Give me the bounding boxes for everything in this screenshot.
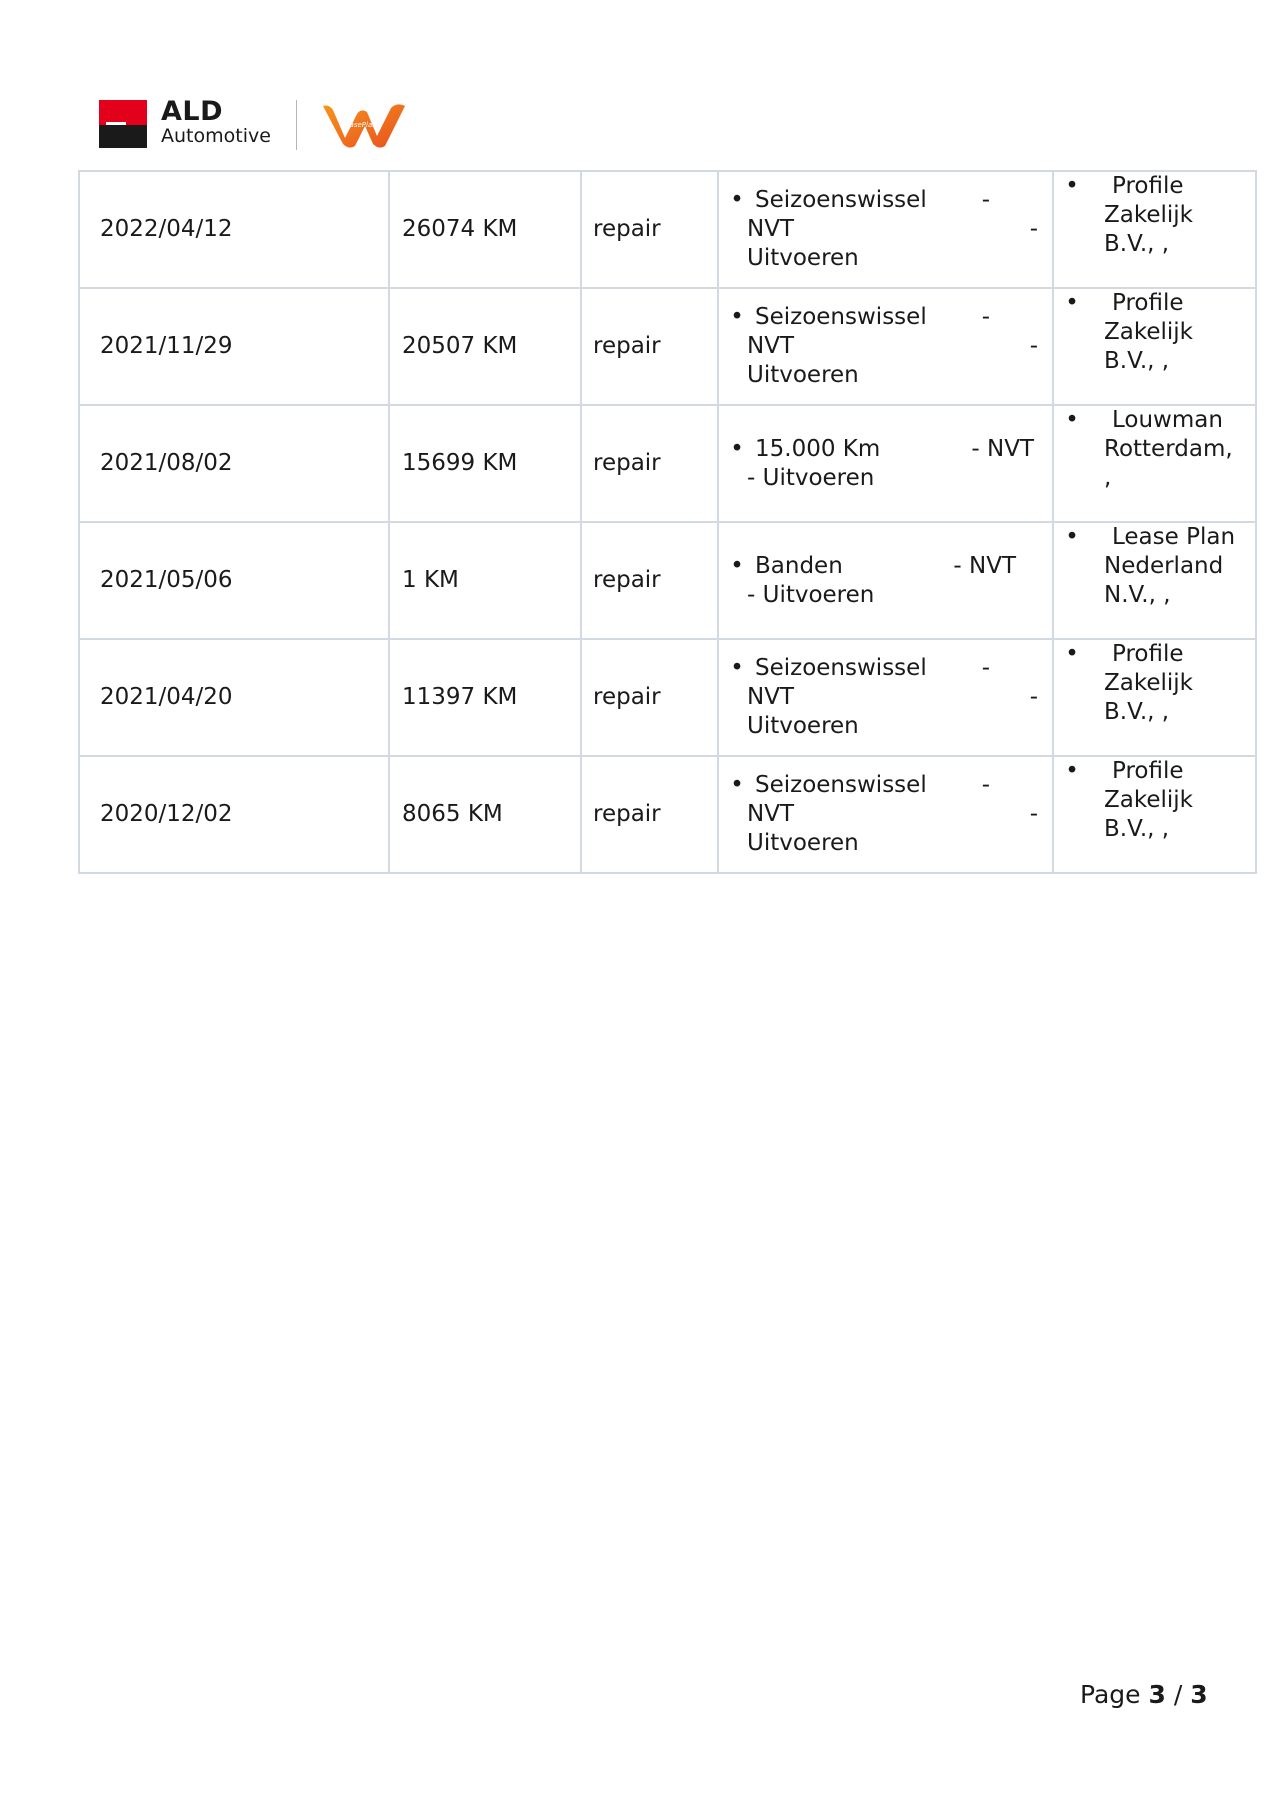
supplier-item bbox=[1054, 523, 1255, 610]
description-name: Seizoenswissel bbox=[755, 187, 927, 213]
supplier-item bbox=[1054, 172, 1255, 259]
type-cell: repair bbox=[581, 639, 718, 756]
description-status: NVT bbox=[747, 684, 794, 710]
table-row bbox=[79, 756, 1256, 873]
date-cell: 2021/08/02 bbox=[79, 405, 389, 522]
description-status: NVT bbox=[747, 801, 794, 827]
supplier-line: B.V., , bbox=[1104, 816, 1170, 842]
description-text bbox=[747, 186, 1038, 273]
svg-text:LeasePlan: LeasePlan bbox=[341, 121, 377, 129]
supplier-name: Lease Plan bbox=[1112, 524, 1236, 550]
description-name: Seizoenswissel bbox=[755, 655, 927, 681]
bullet: • bbox=[1065, 173, 1079, 199]
description-line bbox=[755, 771, 1038, 800]
mileage-cell: 8065 KM bbox=[389, 756, 581, 873]
table-row bbox=[79, 288, 1256, 405]
supplier-text bbox=[1104, 406, 1249, 493]
date-cell: 2022/04/12 bbox=[79, 171, 389, 288]
ald-logo-line2: Automotive bbox=[161, 125, 271, 147]
ald-logo-text bbox=[161, 98, 271, 146]
description-item bbox=[719, 303, 1052, 390]
description-action: Uitvoeren bbox=[747, 830, 859, 856]
page-label: Page bbox=[1080, 1680, 1141, 1709]
supplier-line: B.V., , bbox=[1104, 348, 1170, 374]
mileage-cell: 1 KM bbox=[389, 522, 581, 639]
bullet: • bbox=[730, 655, 744, 681]
supplier-item bbox=[1054, 406, 1255, 493]
bullet: • bbox=[1065, 524, 1079, 550]
supplier-cell bbox=[1053, 171, 1256, 288]
description-cell bbox=[718, 288, 1053, 405]
description-text bbox=[747, 435, 1038, 493]
supplier-text bbox=[1104, 172, 1249, 259]
supplier-cell bbox=[1053, 405, 1256, 522]
supplier-line: B.V., , bbox=[1104, 231, 1170, 257]
total-pages: 3 bbox=[1190, 1680, 1208, 1709]
bullet: • bbox=[730, 772, 744, 798]
description-line bbox=[755, 303, 1038, 332]
supplier-item bbox=[1054, 757, 1255, 844]
supplier-name: Profile bbox=[1112, 290, 1184, 316]
description-dash: - bbox=[981, 187, 990, 213]
description-dash: - bbox=[1029, 684, 1038, 710]
description-status: - NVT bbox=[971, 435, 1034, 462]
supplier-line: Rotterdam, bbox=[1104, 436, 1233, 462]
description-status: - NVT bbox=[953, 552, 1016, 579]
supplier-cell bbox=[1053, 288, 1256, 405]
description-name: Seizoenswissel bbox=[755, 772, 927, 798]
description-cell bbox=[718, 756, 1053, 873]
description-action: Uitvoeren bbox=[747, 713, 859, 739]
description-dash: - bbox=[1029, 333, 1038, 359]
description-dash: - bbox=[1029, 216, 1038, 242]
table-row bbox=[79, 405, 1256, 522]
supplier-cell bbox=[1053, 522, 1256, 639]
description-dash: - bbox=[1029, 801, 1038, 827]
supplier-text bbox=[1104, 640, 1249, 727]
supplier-name: Louwman bbox=[1112, 407, 1223, 433]
date-cell: 2021/05/06 bbox=[79, 522, 389, 639]
description-status: NVT bbox=[747, 216, 794, 242]
mileage-cell: 11397 KM bbox=[389, 639, 581, 756]
supplier-line: B.V., , bbox=[1104, 699, 1170, 725]
supplier-cell bbox=[1053, 756, 1256, 873]
type-cell: repair bbox=[581, 171, 718, 288]
mileage-cell: 26074 KM bbox=[389, 171, 581, 288]
bullet: • bbox=[1065, 290, 1079, 316]
supplier-cell bbox=[1053, 639, 1256, 756]
supplier-item bbox=[1054, 289, 1255, 376]
supplier-name: Profile bbox=[1112, 758, 1184, 784]
description-line bbox=[755, 552, 1038, 581]
description-text bbox=[747, 552, 1038, 610]
supplier-name: Profile bbox=[1112, 173, 1184, 199]
description-dash: - bbox=[981, 655, 990, 681]
supplier-name: Profile bbox=[1112, 641, 1184, 667]
supplier-text bbox=[1104, 757, 1249, 844]
description-text bbox=[747, 771, 1038, 858]
supplier-line: Nederland bbox=[1104, 553, 1224, 579]
table-row bbox=[79, 522, 1256, 639]
date-cell: 2020/12/02 bbox=[79, 756, 389, 873]
logo-divider bbox=[296, 100, 297, 150]
description-text bbox=[747, 303, 1038, 390]
supplier-line: Zakelijk bbox=[1104, 787, 1193, 813]
description-item bbox=[719, 186, 1052, 273]
document-header bbox=[99, 96, 519, 152]
type-cell: repair bbox=[581, 405, 718, 522]
mileage-cell: 15699 KM bbox=[389, 405, 581, 522]
supplier-line: N.V., , bbox=[1104, 582, 1171, 608]
bullet: • bbox=[1065, 407, 1079, 433]
bullet: • bbox=[730, 304, 744, 330]
type-cell: repair bbox=[581, 522, 718, 639]
supplier-text bbox=[1104, 523, 1249, 610]
description-action: Uitvoeren bbox=[747, 362, 859, 388]
description-item bbox=[719, 771, 1052, 858]
bullet: • bbox=[730, 435, 744, 462]
description-action: - Uitvoeren bbox=[747, 581, 875, 608]
description-text bbox=[747, 654, 1038, 741]
description-action: - Uitvoeren bbox=[747, 464, 875, 491]
description-cell bbox=[718, 171, 1053, 288]
table-row bbox=[79, 639, 1256, 756]
supplier-line: Zakelijk bbox=[1104, 202, 1193, 228]
description-name: Seizoenswissel bbox=[755, 304, 927, 330]
supplier-text bbox=[1104, 289, 1249, 376]
mileage-cell: 20507 KM bbox=[389, 288, 581, 405]
supplier-line: Zakelijk bbox=[1104, 319, 1193, 345]
ald-logo-line1: ALD bbox=[161, 96, 224, 127]
description-line bbox=[747, 215, 1038, 244]
description-item bbox=[719, 435, 1052, 493]
supplier-item bbox=[1054, 640, 1255, 727]
type-cell: repair bbox=[581, 288, 718, 405]
type-cell: repair bbox=[581, 756, 718, 873]
supplier-line: , bbox=[1104, 465, 1112, 491]
leaseplan-logo bbox=[319, 100, 411, 150]
bullet: • bbox=[1065, 641, 1079, 667]
current-page: 3 bbox=[1148, 1680, 1166, 1709]
description-cell bbox=[718, 405, 1053, 522]
description-line bbox=[755, 654, 1038, 683]
table-row bbox=[79, 171, 1256, 288]
description-action: Uitvoeren bbox=[747, 245, 859, 271]
description-name: Banden bbox=[755, 552, 843, 579]
description-status: NVT bbox=[747, 333, 794, 359]
description-cell bbox=[718, 522, 1053, 639]
maintenance-records-table bbox=[78, 170, 1257, 874]
description-item bbox=[719, 552, 1052, 610]
bullet: • bbox=[730, 552, 744, 579]
date-cell: 2021/04/20 bbox=[79, 639, 389, 756]
description-name: 15.000 Km bbox=[755, 435, 881, 462]
description-dash: - bbox=[981, 304, 990, 330]
date-cell: 2021/11/29 bbox=[79, 288, 389, 405]
description-cell bbox=[718, 639, 1053, 756]
description-line bbox=[747, 683, 1038, 712]
bullet: • bbox=[730, 187, 744, 213]
ald-logo bbox=[99, 100, 147, 148]
bullet: • bbox=[1065, 758, 1079, 784]
description-line bbox=[747, 800, 1038, 829]
description-line bbox=[755, 435, 1038, 464]
page-number bbox=[1080, 1680, 1208, 1709]
description-dash: - bbox=[981, 772, 990, 798]
description-item bbox=[719, 654, 1052, 741]
description-line bbox=[747, 332, 1038, 361]
supplier-line: Zakelijk bbox=[1104, 670, 1193, 696]
page-separator: / bbox=[1173, 1680, 1183, 1709]
description-line bbox=[755, 186, 1038, 215]
